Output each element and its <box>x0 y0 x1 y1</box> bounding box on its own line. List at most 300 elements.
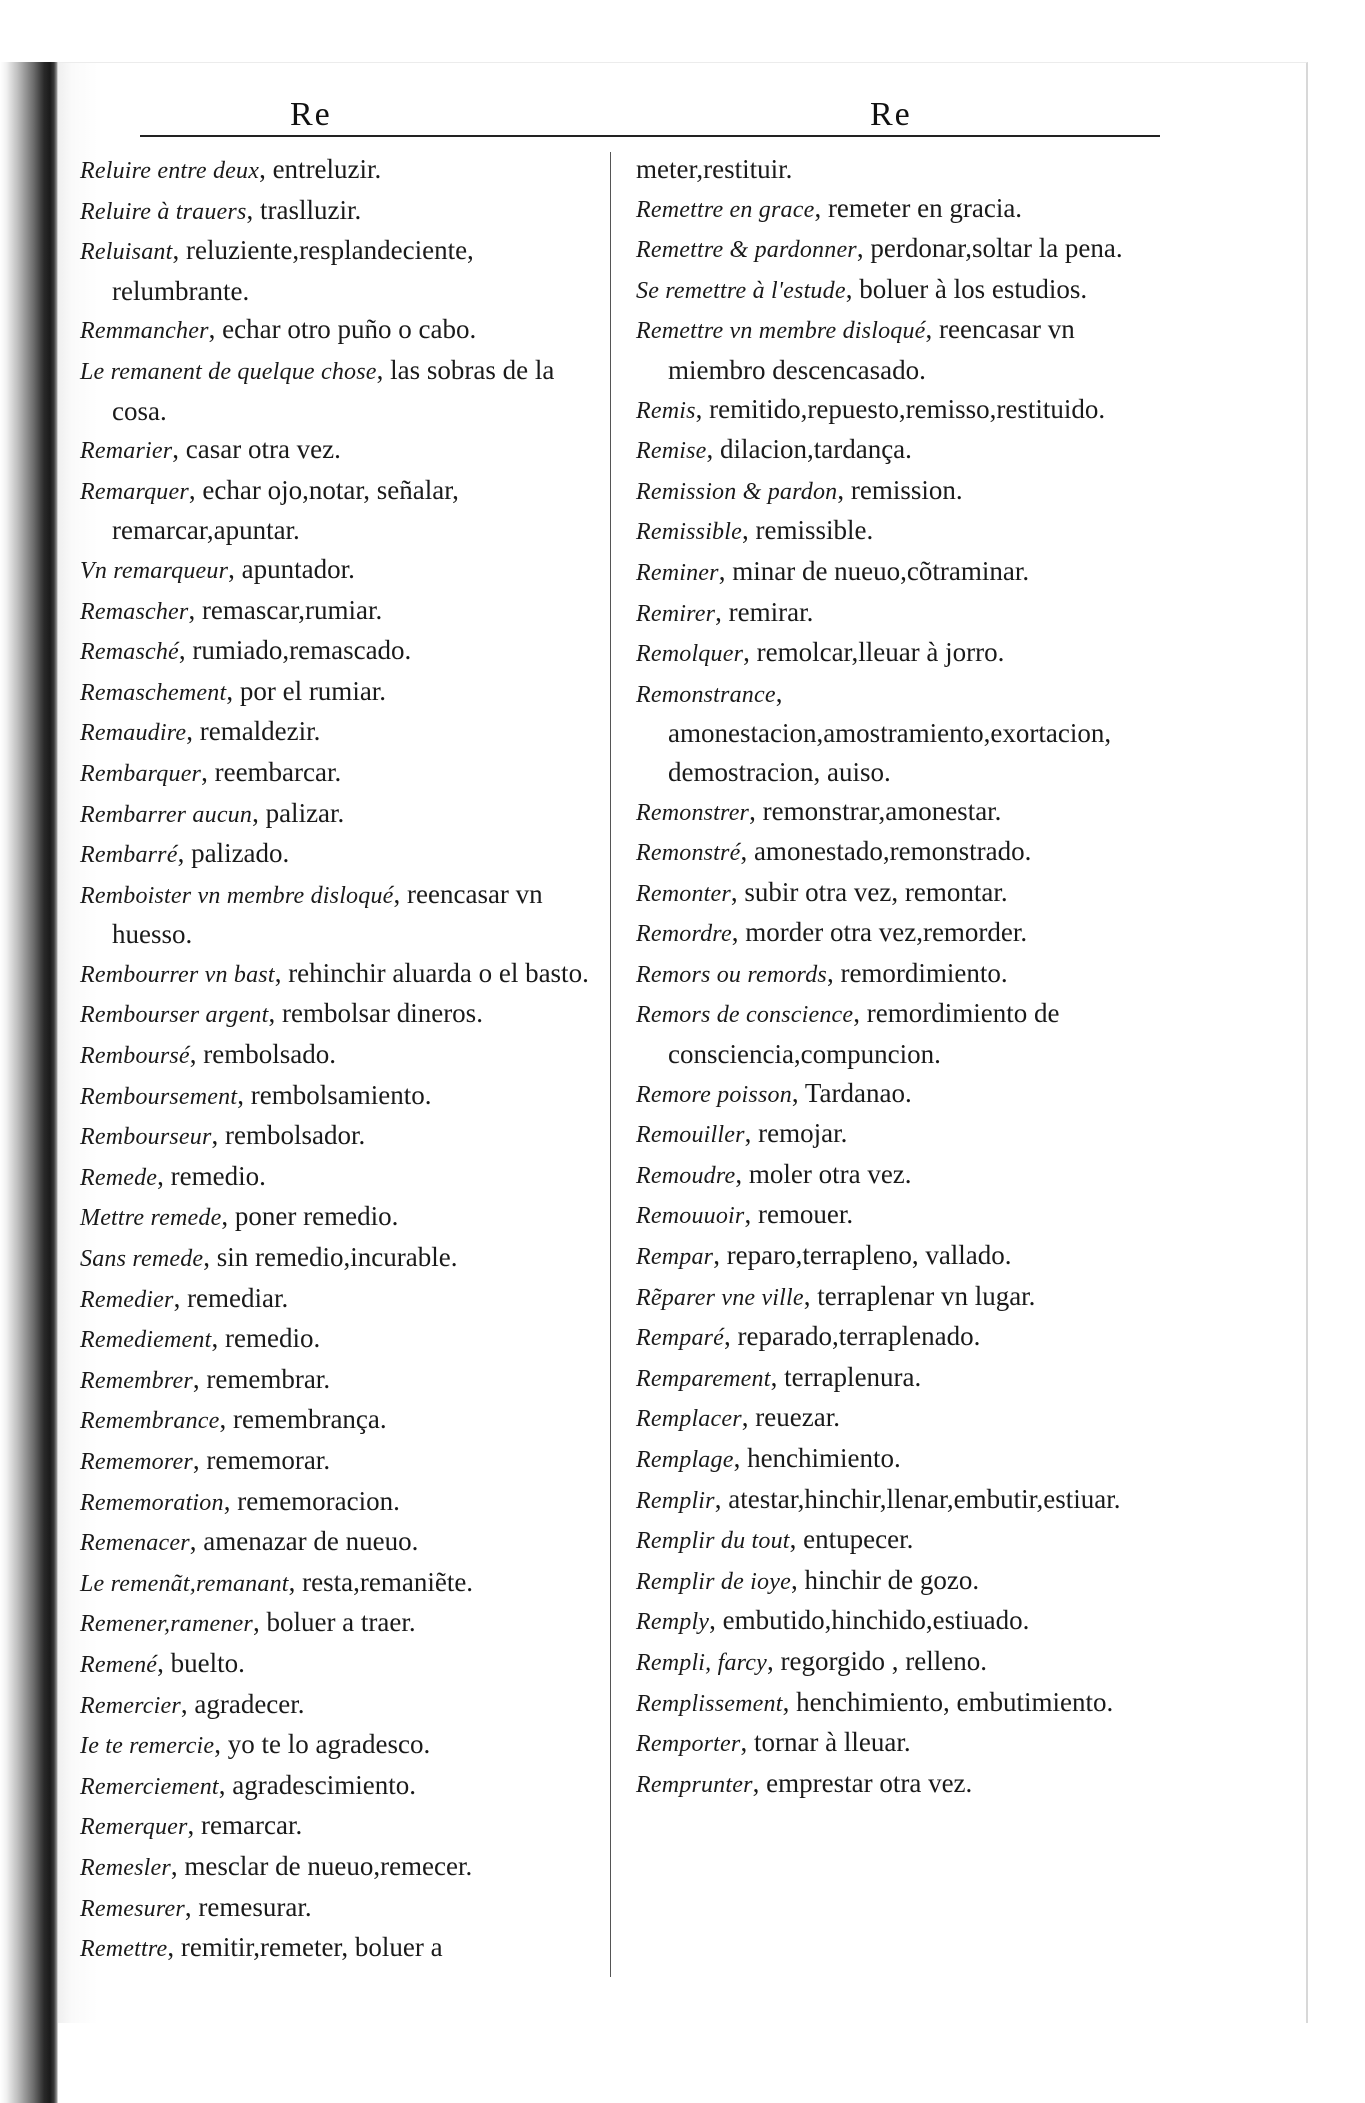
entry-separator: , <box>237 1079 251 1110</box>
entry-separator: , <box>221 1201 235 1232</box>
entry-separator: , <box>188 474 203 505</box>
dictionary-entry <box>80 1766 590 1807</box>
entry-separator: , <box>219 1404 233 1435</box>
entry-headword: Remener,ramener <box>80 1611 253 1638</box>
entry-separator: , <box>167 1932 181 1963</box>
entry-headword: Se remettre à l'estude <box>636 277 846 304</box>
entry-definition: reluziente,resplandeciente, relumbrante. <box>112 235 474 306</box>
entry-separator: , <box>226 675 240 706</box>
entry-headword: Rẽparer vne ville <box>636 1284 804 1311</box>
entry-headword: Remarier <box>80 438 173 465</box>
dictionary-entry <box>80 875 590 954</box>
entry-definition: remediar. <box>187 1282 289 1313</box>
entry-headword: Remettre en grace <box>636 196 815 223</box>
dictionary-entry <box>80 351 590 430</box>
entry-definition: apuntador. <box>241 553 355 584</box>
entry-definition: reencasar vn huesso. <box>112 878 543 950</box>
entry-headword: Remboister vn membre disloqué <box>80 882 394 909</box>
entry-headword: Remasché <box>80 639 179 666</box>
entry-separator: , <box>791 1077 805 1108</box>
dictionary-entry <box>80 591 590 632</box>
entry-separator: , <box>741 1402 756 1433</box>
dictionary-entry <box>80 1319 590 1360</box>
dictionary-entry <box>80 753 590 794</box>
entry-headword: Reluire entre deux <box>80 158 260 184</box>
entry-separator: , <box>208 314 223 345</box>
entry-definition: atestar,hinchir,llenar,embutir,estiuar. <box>728 1483 1121 1514</box>
entry-separator: , <box>695 393 710 424</box>
entry-definition: entupecer. <box>803 1524 914 1555</box>
entry-separator: , <box>775 677 783 708</box>
dictionary-entry <box>636 954 1176 995</box>
entry-definition: rembolsamiento. <box>250 1079 432 1110</box>
entry-separator: , <box>157 1160 171 1191</box>
entry-definition: agradescimiento. <box>232 1769 416 1800</box>
entry-headword: Rembourser argent <box>80 1002 269 1029</box>
entry-separator: , <box>288 1566 303 1597</box>
entry-headword: Remore poisson <box>636 1081 792 1108</box>
dictionary-entry <box>636 471 1176 512</box>
entry-separator: , <box>218 1769 233 1800</box>
entry-headword: Remonstrance <box>636 681 776 708</box>
entry-definition: remonstrar,amonestar. <box>762 795 1002 826</box>
entry-headword: Reluisant <box>80 239 173 266</box>
entry-headword: Rembarquer <box>80 760 202 787</box>
entry-separator: , <box>189 1039 204 1070</box>
entry-headword: Remouuoir <box>636 1203 745 1230</box>
column-divider <box>610 152 611 1977</box>
dictionary-entry <box>80 1360 590 1401</box>
entry-headword: Remolquer <box>636 641 744 668</box>
entry-headword: Remascher <box>80 598 189 625</box>
entry-separator: , <box>177 838 192 869</box>
entry-headword: Remenacer <box>80 1530 190 1557</box>
entry-separator: , <box>925 314 940 345</box>
entry-headword: Remors de conscience <box>636 1002 854 1029</box>
dictionary-entry <box>636 1236 1176 1277</box>
entry-definition: reembarcar. <box>214 756 342 787</box>
dictionary-entry <box>80 631 590 672</box>
entry-separator: , <box>856 233 871 264</box>
entry-headword: Remise <box>636 438 707 465</box>
entry-definition: reencasar vn miembro descencasado. <box>668 314 1075 385</box>
entry-headword: Remparement <box>636 1365 771 1392</box>
entry-separator: , <box>172 434 186 465</box>
entry-separator: , <box>744 1118 759 1149</box>
entry-definition: dilacion,tardança. <box>720 434 912 465</box>
dictionary-entry <box>80 794 590 835</box>
dictionary-entry <box>80 1522 590 1563</box>
entry-definition: remouer. <box>757 1199 854 1230</box>
entry-definition: remembrança. <box>232 1404 387 1435</box>
dictionary-entry <box>80 191 590 232</box>
entry-definition: echar ojo,notar, señalar, remarcar,apuntar. <box>112 474 459 546</box>
entry-definition: remedio. <box>224 1323 321 1354</box>
entry-separator: , <box>246 194 260 225</box>
dictionary-entry <box>80 1238 590 1279</box>
entry-separator: , <box>178 635 193 666</box>
entry-separator: , <box>170 1850 185 1881</box>
entry-headword: Remplir de ioye <box>636 1568 791 1595</box>
dictionary-entry <box>636 229 1176 270</box>
entry-headword: Sans remede <box>80 1246 204 1273</box>
entry-headword: Remplir du tout <box>636 1528 790 1555</box>
entry-separator: , <box>393 878 408 909</box>
entry-definition: henchimiento, embutimiento. <box>796 1686 1114 1717</box>
entry-separator: , <box>157 1647 171 1678</box>
dictionary-entry <box>636 189 1176 230</box>
entry-definition: amonestacion,amostramiento,exortacion, demostracion, auiso. <box>668 718 1112 787</box>
entry-definition: agradecer. <box>194 1688 305 1719</box>
dictionary-entry <box>80 1928 590 1969</box>
dictionary-entry <box>636 1439 1176 1480</box>
entry-headword: Remesurer <box>80 1895 185 1922</box>
dictionary-entry <box>80 1725 590 1766</box>
dictionary-entry <box>80 1806 590 1847</box>
dictionary-entry <box>80 994 590 1035</box>
entry-definition: yo te lo agradesco. <box>227 1729 431 1760</box>
dictionary-entry <box>80 150 590 191</box>
entry-definition: poner remedio. <box>234 1201 399 1232</box>
entry-definition: moler otra vez. <box>748 1158 912 1189</box>
entry-headword: Remaschement <box>80 679 227 706</box>
dictionary-entry <box>80 1644 590 1685</box>
entry-definition: morder otra vez,remorder. <box>745 917 1028 948</box>
entry-headword: Remboursement <box>80 1083 238 1110</box>
dictionary-entry <box>80 1441 590 1482</box>
entry-headword: Remirer <box>636 600 716 627</box>
entry-separator: , <box>223 1485 238 1516</box>
entry-definition: casar otra vez. <box>185 434 341 465</box>
entry-separator: , <box>814 192 828 223</box>
entry-headword: Remission & pardon <box>636 478 838 505</box>
dictionary-entry <box>636 593 1176 634</box>
entry-separator: , <box>767 1645 781 1676</box>
entry-separator: , <box>770 1361 785 1392</box>
entry-separator: , <box>782 1686 797 1717</box>
entry-separator: , <box>845 273 860 304</box>
entry-headword: Remede <box>80 1164 158 1191</box>
entry-definition: entreluzir. <box>272 154 382 184</box>
entry-headword: Remesler <box>80 1854 171 1881</box>
entry-headword: Rembourseur <box>80 1124 212 1151</box>
dictionary-entry <box>80 1157 590 1198</box>
dictionary-entry <box>80 1116 590 1157</box>
entry-definition: remaldezir. <box>199 716 321 747</box>
entry-headword: Remoudre <box>636 1162 736 1189</box>
entry-separator: , <box>853 998 867 1029</box>
entry-separator: , <box>211 1323 225 1354</box>
dictionary-entry <box>636 1195 1176 1236</box>
entry-separator: , <box>259 154 273 184</box>
entry-headword: Remplissement <box>636 1690 783 1717</box>
entry-separator: , <box>189 1526 204 1557</box>
dictionary-entry <box>80 712 590 753</box>
entry-separator: , <box>709 1605 723 1636</box>
entry-definition: palizar. <box>265 797 345 828</box>
entry-headword: Remembrance <box>80 1408 220 1435</box>
dictionary-entry <box>636 633 1176 674</box>
dictionary-entry <box>636 1601 1176 1642</box>
dictionary-entry <box>80 1563 590 1604</box>
entry-headword: Remprunter <box>636 1771 753 1798</box>
dictionary-entry <box>636 511 1176 552</box>
entry-separator: , <box>192 1363 207 1394</box>
entry-definition: remedio. <box>170 1160 266 1191</box>
entry-definition: rememoracion. <box>237 1485 400 1516</box>
entry-definition: Tardanao. <box>804 1077 912 1108</box>
dictionary-entry <box>636 1480 1176 1521</box>
dictionary-entry <box>636 150 1176 189</box>
entry-definition: reparo,terrapleno, vallado. <box>726 1240 1012 1271</box>
dictionary-entry <box>80 1279 590 1320</box>
dictionary-entry <box>636 873 1176 914</box>
entry-definition: remojar. <box>758 1118 848 1149</box>
entry-separator: , <box>274 957 289 988</box>
entry-headword: Remonstré <box>636 840 741 867</box>
dictionary-entry <box>636 1520 1176 1561</box>
entry-separator: , <box>268 998 282 1029</box>
entry-separator: , <box>733 1443 748 1473</box>
entry-separator: , <box>713 1240 727 1271</box>
entry-definition: buelto. <box>170 1647 245 1678</box>
entry-definition: amonestado,remonstrado. <box>753 836 1032 867</box>
entry-definition: remembrar. <box>206 1363 331 1394</box>
entry-definition: henchimiento. <box>747 1443 901 1473</box>
dictionary-entry <box>80 1603 590 1644</box>
entry-headword: Remembrer <box>80 1367 193 1394</box>
entry-headword: Rembarré <box>80 842 178 869</box>
dictionary-entry <box>80 1400 590 1441</box>
entry-headword: Rempar <box>636 1244 714 1271</box>
entry-separator: , <box>752 1767 767 1798</box>
entry-definition: subir otra vez, remontar. <box>744 876 1008 907</box>
entry-headword: Remerquer <box>80 1814 188 1841</box>
entry-separator: , <box>211 1120 226 1151</box>
entry-separator: , <box>790 1564 805 1595</box>
entry-headword: Rememoration <box>80 1489 224 1516</box>
entry-separator: , <box>730 876 745 907</box>
entry-definition: remesurar. <box>198 1891 312 1922</box>
entry-definition: rembolsar dineros. <box>282 998 483 1029</box>
dictionary-entry <box>636 1155 1176 1196</box>
entry-definition: remissible. <box>755 515 874 546</box>
entry-definition: palizado. <box>191 838 290 869</box>
dictionary-entry <box>636 310 1176 389</box>
entry-headword: Remmancher <box>80 318 209 345</box>
entry-separator: , <box>252 1607 267 1638</box>
entry-definition: perdonar,soltar la pena. <box>870 233 1123 264</box>
entry-separator: , <box>740 836 754 867</box>
entry-separator: , <box>741 515 756 546</box>
entry-definition: regorgido , relleno. <box>780 1645 987 1676</box>
entry-headword: Remediement <box>80 1327 212 1354</box>
dictionary-entry <box>636 270 1176 311</box>
dictionary-entry <box>636 1277 1176 1318</box>
entry-separator: , <box>186 716 200 747</box>
entry-headword: Remplir <box>636 1487 715 1514</box>
entry-definition: por el rumiar. <box>239 675 387 706</box>
entry-separator: , <box>740 1727 754 1758</box>
dictionary-entry <box>80 954 590 995</box>
entry-separator: , <box>173 1282 188 1313</box>
entry-separator: , <box>203 1242 217 1273</box>
entry-headword: Remissible <box>636 519 742 546</box>
entry-headword: Vn remarqueur <box>80 557 229 584</box>
entry-separator: , <box>188 594 202 625</box>
entry-definition: remitir,remeter, boluer a <box>180 1932 443 1963</box>
dictionary-entry <box>80 1888 590 1929</box>
dictionary-entry <box>80 834 590 875</box>
entry-headword: Remis <box>636 397 696 424</box>
entry-definition: rembolsador. <box>225 1120 366 1151</box>
entry-headword: Remply <box>636 1609 710 1636</box>
entry-headword: Remparé <box>636 1325 725 1352</box>
running-head-right: Re <box>870 96 912 133</box>
entry-headword: Reminer <box>636 559 719 586</box>
entry-headword: Mettre remede <box>80 1205 222 1232</box>
right-column <box>636 150 1176 1804</box>
dictionary-entry <box>636 1561 1176 1602</box>
entry-headword: Remercier <box>80 1692 181 1719</box>
entry-headword: Ie te remercie <box>80 1733 215 1760</box>
entry-definition: sin remedio,incurable. <box>216 1242 458 1273</box>
entry-definition: rumiado,remascado. <box>192 635 412 666</box>
entry-separator: , <box>201 756 215 787</box>
dictionary-entry <box>636 1723 1176 1764</box>
entry-headword: Remarquer <box>80 478 189 505</box>
entry-definition: traslluzir. <box>260 194 362 225</box>
dictionary-entry <box>636 1317 1176 1358</box>
binding-top-margin <box>0 0 58 62</box>
entry-headword: Remettre vn membre disloqué <box>636 318 926 345</box>
entry-separator: , <box>749 795 763 826</box>
entry-definition: remirar. <box>728 596 814 627</box>
dictionary-entry <box>80 471 590 550</box>
entry-definition: rehinchir aluarda o el basto. <box>288 957 589 988</box>
dictionary-entry <box>636 1114 1176 1155</box>
entry-definition: amenazar de nueuo. <box>203 1526 419 1557</box>
entry-headword: Remerciement <box>80 1773 219 1800</box>
entry-definition: remascar,rumiar. <box>201 594 383 625</box>
entry-definition: reuezar. <box>755 1402 840 1433</box>
dictionary-entry <box>636 674 1176 792</box>
entry-separator: , <box>252 797 266 828</box>
dictionary-entry <box>636 792 1176 833</box>
entry-definition: rememorar. <box>206 1445 331 1475</box>
dictionary-entry <box>80 310 590 351</box>
entry-separator: , <box>715 596 729 627</box>
entry-headword: Remplacer <box>636 1406 742 1433</box>
left-column <box>80 150 590 1969</box>
dictionary-entry <box>80 550 590 591</box>
book-binding-gutter <box>0 0 58 2103</box>
entry-definition: remordimiento de consciencia,compuncion. <box>668 998 1060 1070</box>
entry-headword: Rempli, farcy <box>636 1649 768 1676</box>
dictionary-entry <box>80 1482 590 1523</box>
entry-definition: remitido,repuesto,remisso,restituido. <box>709 393 1106 424</box>
dictionary-entry <box>80 1035 590 1076</box>
entry-definition: boluer a traer. <box>266 1607 416 1638</box>
entry-separator: , <box>706 434 721 465</box>
entry-separator: , <box>803 1280 818 1311</box>
entry-definition: rembolsado. <box>203 1039 337 1070</box>
entry-separator: , <box>718 555 733 586</box>
entry-headword: Rembourrer vn bast <box>80 961 275 988</box>
entry-headword: Remporter <box>636 1731 741 1758</box>
entry-separator: , <box>172 235 186 266</box>
entry-definition: resta,remaniẽte. <box>302 1566 474 1597</box>
entry-headword: Remors ou remords <box>636 961 827 988</box>
dictionary-entry <box>636 1398 1176 1439</box>
entry-headword: Remaudire <box>80 720 187 747</box>
dictionary-entry <box>80 1847 590 1888</box>
entry-headword: Remené <box>80 1651 158 1678</box>
entry-headword: Le remanent de quelque chose <box>80 358 377 385</box>
entry-headword: Remouiller <box>636 1122 745 1149</box>
entry-headword: Le remenãt,remanant <box>80 1570 289 1597</box>
entry-separator: , <box>735 1158 749 1189</box>
running-head-left: Re <box>290 96 332 133</box>
header-rule <box>140 135 1160 137</box>
entry-separator: , <box>376 354 391 385</box>
entry-separator: , <box>184 1891 199 1922</box>
dictionary-entry <box>636 1764 1176 1805</box>
entry-definition: remolcar,lleuar à jorro. <box>756 637 1005 668</box>
dictionary-entry <box>636 994 1176 1073</box>
entry-separator: , <box>731 917 746 948</box>
entry-definition: minar de nueuo,cõtraminar. <box>732 555 1030 586</box>
entry-definition: reparado,terraplenado. <box>737 1321 981 1352</box>
dictionary-entry <box>636 390 1176 431</box>
entry-definition: remission. <box>850 474 963 505</box>
entry-definition: emprestar otra vez. <box>766 1767 973 1798</box>
dictionary-entry <box>636 1074 1176 1115</box>
entry-headword: Remboursé <box>80 1043 190 1070</box>
entry-definition: boluer à los estudios. <box>859 273 1088 304</box>
entry-definition: remordimiento. <box>840 957 1008 988</box>
entry-headword: Remettre <box>80 1936 168 1963</box>
entry-separator: , <box>724 1321 738 1352</box>
entry-definition: hinchir de gozo. <box>804 1564 980 1595</box>
entry-separator: , <box>228 553 242 584</box>
entry-definition: embutido,hinchido,estiuado. <box>722 1605 1030 1636</box>
entry-definition: echar otro puño o cabo. <box>222 314 477 345</box>
entry-separator: , <box>826 957 841 988</box>
entry-separator: , <box>187 1810 202 1841</box>
entry-definition: las sobras de la cosa. <box>112 354 555 426</box>
entry-definition: mesclar de nueuo,remecer. <box>184 1850 473 1881</box>
dictionary-entry <box>80 1076 590 1117</box>
dictionary-entry <box>80 231 590 310</box>
entry-headword: Remedier <box>80 1286 174 1313</box>
entry-separator: , <box>214 1729 228 1760</box>
entry-definition: meter,restituir. <box>636 154 793 184</box>
dictionary-entry <box>636 1358 1176 1399</box>
entry-definition: tornar à lleuar. <box>753 1727 911 1758</box>
dictionary-entry <box>636 1642 1176 1683</box>
dictionary-entry <box>80 672 590 713</box>
entry-separator: , <box>837 474 851 505</box>
dictionary-entry <box>80 430 590 471</box>
entry-definition: remeter en gracia. <box>827 192 1023 223</box>
entry-separator: , <box>714 1483 729 1514</box>
entry-headword: Remettre & pardonner <box>636 237 857 264</box>
dictionary-entry <box>80 1197 590 1238</box>
entry-separator: , <box>192 1445 207 1475</box>
dictionary-entry <box>636 1683 1176 1724</box>
entry-separator: , <box>743 637 757 668</box>
